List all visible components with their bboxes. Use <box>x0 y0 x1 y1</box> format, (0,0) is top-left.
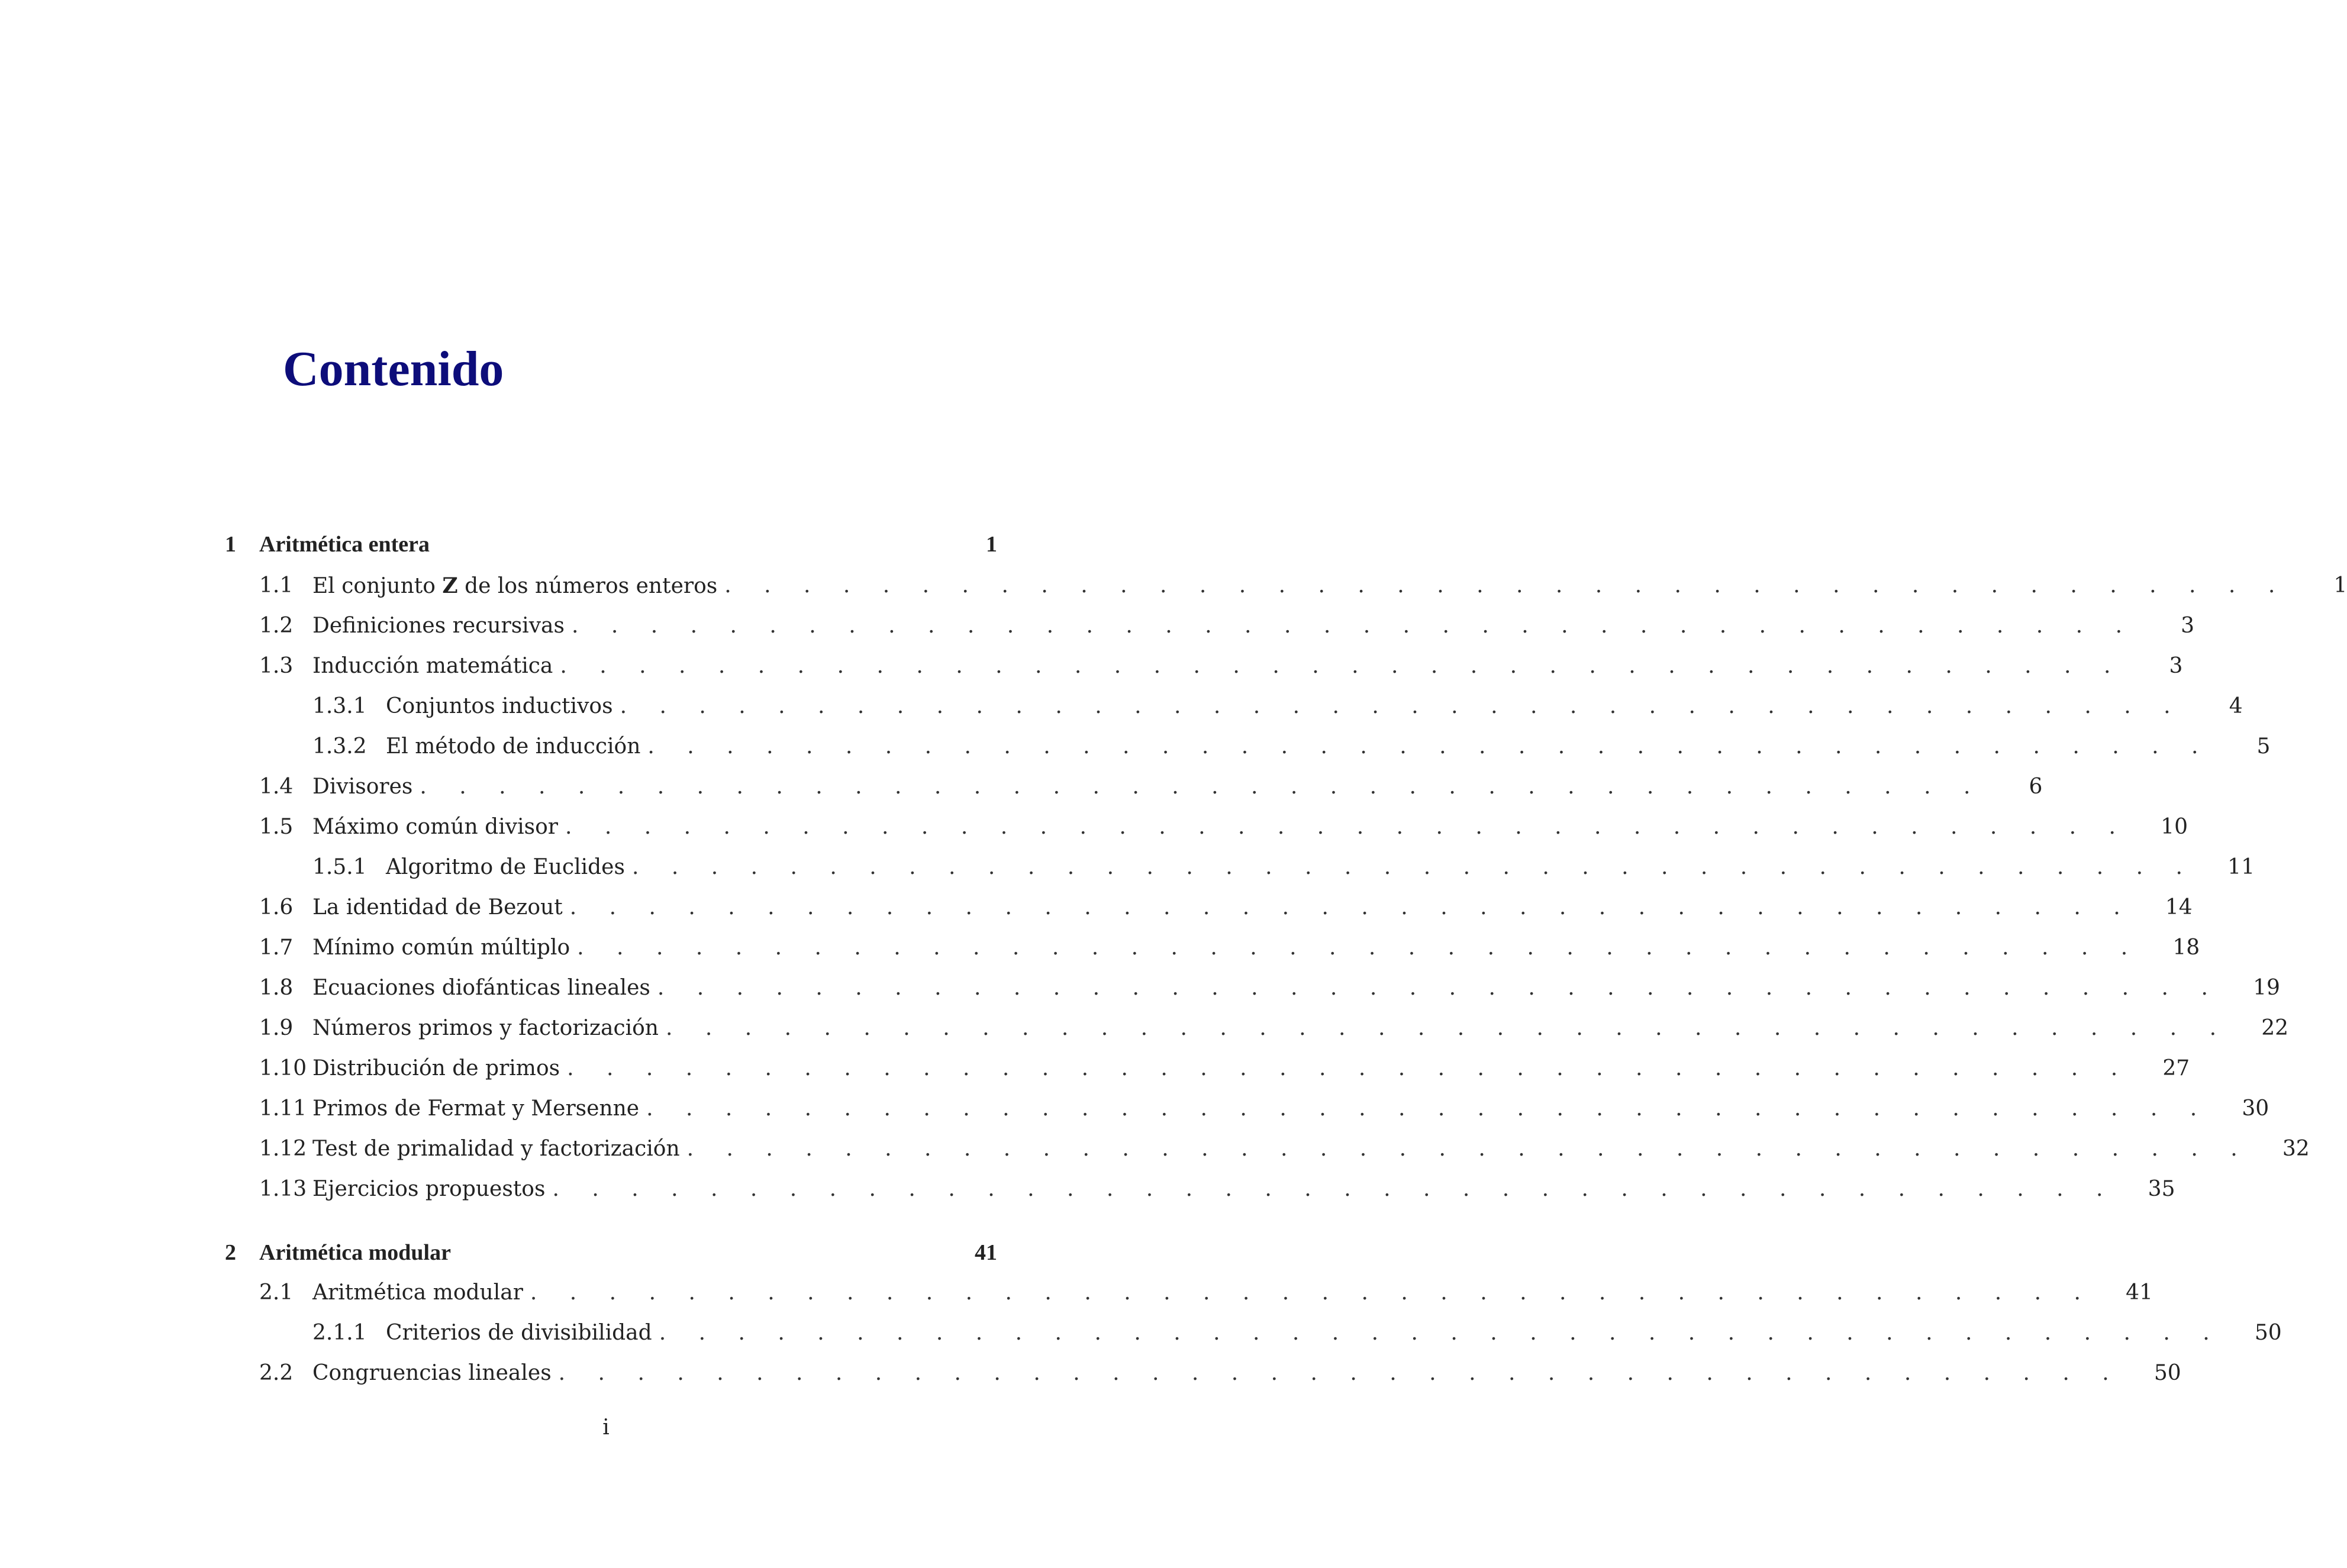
dot-leader: . . . . . . . . . . . . . . . . . . . . . . . . . . . . . . . . . . . . . . . . <box>571 614 2136 638</box>
section-title: Números primos y factorización <box>312 1016 659 1040</box>
section-page: 10 <box>2161 815 2188 839</box>
section-page: 6 <box>2029 775 2043 799</box>
toc-section-1-6[interactable] <box>225 890 2193 925</box>
section-page: 3 <box>2169 654 2183 678</box>
subsection-title: El método de inducción <box>386 734 641 759</box>
section-title: Máximo común divisor <box>312 815 558 839</box>
subsection-number: 1.3.1 <box>312 694 367 718</box>
section-title: Test de primalidad y factorización <box>312 1137 680 1161</box>
toc-section-1-4[interactable] <box>225 769 2043 805</box>
toc-section-1-8[interactable] <box>225 970 2280 1006</box>
chapter-title: Aritmética modular <box>259 1240 451 1265</box>
dot-leader: . . . . . . . . . . . . . . . . . . . . . . . . . . . . . . . . . . . . . . . . <box>665 1016 2230 1040</box>
dot-leader: . . . . . . . . . . . . . . . . . . . . . . . . . . . . . . . . . . . . . . . . <box>686 1137 2251 1161</box>
toc-section-1-7[interactable] <box>225 930 2200 966</box>
dot-leader: . . . . . . . . . . . . . . . . . . . . . . . . . . . . . . . . . . . . . . . . <box>577 935 2141 960</box>
dot-leader: . . . . . . . . . . . . . . . . . . . . . . . . . . . . . . . . . . . . . . . . <box>569 895 2133 919</box>
toc-chapter-2[interactable] <box>225 1235 997 1270</box>
section-page: 30 <box>2242 1096 2269 1121</box>
section-number: 1.4 <box>259 775 294 799</box>
toc-subsection-1-5-1[interactable] <box>225 850 2255 885</box>
toc-section-1-2[interactable] <box>225 608 2195 644</box>
chapter-title: Aritmética entera <box>259 532 430 557</box>
section-number: 1.12 <box>259 1137 307 1161</box>
dot-leader: . . . . . . . . . . . . . . . . . . . . . . . . . . . . . . . . . . . . . . . . <box>552 1177 2116 1201</box>
subsection-number: 2.1.1 <box>312 1321 367 1345</box>
section-title-part: de los números enteros <box>457 573 718 598</box>
footer-page-number: i <box>602 1415 610 1440</box>
section-page: 1 <box>2333 573 2347 598</box>
section-page: 27 <box>2162 1056 2190 1080</box>
section-page: 3 <box>2181 614 2195 638</box>
section-number: 1.13 <box>259 1177 307 1201</box>
subsection-number: 1.5.1 <box>312 855 367 879</box>
section-number: 1.10 <box>259 1056 307 1080</box>
integers-symbol: Z <box>442 573 458 598</box>
section-title: La identidad de Bezout <box>312 895 563 919</box>
subsection-title: Criterios de divisibilidad <box>386 1321 652 1345</box>
dot-leader: . . . . . . . . . . . . . . . . . . . . . . . . . . . . . . . . . . . . . . . . <box>646 1096 2210 1121</box>
dot-leader: . . . . . . . . . . . . . . . . . . . . . . . . . . . . . . . . . . . . . . . . <box>565 815 2129 839</box>
section-number: 1.5 <box>259 815 294 839</box>
toc-section-1-3[interactable] <box>225 649 2183 684</box>
dot-leader: . . . . . . . . . . . . . . . . . . . . . . . . . . . . . . . . . . . . . . . . <box>631 855 2196 879</box>
section-title: Inducción matemática <box>312 654 553 678</box>
toc-section-2-2[interactable] <box>225 1356 2181 1391</box>
subsection-number: 1.3.2 <box>312 734 367 759</box>
dot-leader: . . . . . . . . . . . . . . . . . . . . . . . . . . . . . . . . . . . . . . . . <box>620 694 2184 718</box>
section-page: 41 <box>2126 1280 2153 1305</box>
section-number: 1.6 <box>259 895 294 919</box>
section-number: 1.7 <box>259 935 294 960</box>
section-number: 1.9 <box>259 1016 294 1040</box>
section-title: Aritmética modular <box>312 1280 523 1305</box>
subsection-page: 50 <box>2254 1321 2282 1345</box>
section-title: Divisores <box>312 775 413 799</box>
section-number: 1.3 <box>259 654 294 678</box>
section-title: Ejercicios propuestos <box>312 1177 546 1201</box>
chapter-number: 2 <box>225 1240 236 1265</box>
dot-leader: . . . . . . . . . . . . . . . . . . . . . . . . . . . . . . . . . . . . . . . . <box>420 775 1984 799</box>
section-title <box>312 575 724 597</box>
toc-section-1-13[interactable] <box>225 1172 2175 1207</box>
chapter-page: 1 <box>986 532 997 557</box>
toc-section-1-5[interactable] <box>225 809 2188 845</box>
section-title: Mínimo común múltiplo <box>312 935 570 960</box>
section-page: 22 <box>2261 1016 2289 1040</box>
section-number: 1.11 <box>259 1096 307 1121</box>
dot-leader: . . . . . . . . . . . . . . . . . . . . . . . . . . . . . . . . . . . . . . . . <box>724 573 2288 598</box>
table-of-contents <box>225 0 2347 1568</box>
subsection-page: 5 <box>2256 734 2271 759</box>
subsection-title: Algoritmo de Euclides <box>386 855 625 879</box>
dot-leader: . . . . . . . . . . . . . . . . . . . . . . . . . . . . . . . . . . . . . . . . <box>657 976 2221 1000</box>
section-page: 50 <box>2153 1361 2181 1385</box>
toc-section-1-12[interactable] <box>225 1131 2310 1167</box>
toc-chapter-1[interactable] <box>225 527 997 562</box>
toc-subsection-1-3-2[interactable] <box>225 729 2271 764</box>
dot-leader: . . . . . . . . . . . . . . . . . . . . . . . . . . . . . . . . . . . . . . . . <box>647 734 2211 759</box>
section-title: Primos de Fermat y Mersenne <box>312 1096 640 1121</box>
subsection-page: 11 <box>2227 855 2255 879</box>
toc-section-1-9[interactable] <box>225 1011 2289 1046</box>
section-number: 1.8 <box>259 976 294 1000</box>
section-number: 2.1 <box>259 1280 294 1305</box>
section-page: 35 <box>2148 1177 2175 1201</box>
chapter-page: 41 <box>975 1240 997 1265</box>
section-number: 1.1 <box>259 573 294 598</box>
section-title: Congruencias lineales <box>312 1361 552 1385</box>
toc-subsection-1-3-1[interactable] <box>225 689 2243 724</box>
section-page: 18 <box>2172 935 2200 960</box>
dot-leader: . . . . . . . . . . . . . . . . . . . . . . . . . . . . . . . . . . . . . . . . <box>560 654 2124 678</box>
toc-section-1-11[interactable] <box>225 1091 2269 1127</box>
section-page: 19 <box>2253 976 2280 1000</box>
subsection-title: Conjuntos inductivos <box>386 694 613 718</box>
section-page: 32 <box>2282 1137 2310 1161</box>
dot-leader: . . . . . . . . . . . . . . . . . . . . . . . . . . . . . . . . . . . . . . . . <box>530 1280 2094 1305</box>
toc-section-1-1[interactable] <box>225 568 2347 604</box>
section-title: Definiciones recursivas <box>312 614 565 638</box>
dot-leader: . . . . . . . . . . . . . . . . . . . . . . . . . . . . . . . . . . . . . . . . <box>558 1361 2122 1385</box>
section-title-part: El conjunto <box>312 573 443 598</box>
chapter-number: 1 <box>225 532 236 557</box>
subsection-page: 4 <box>2229 694 2243 718</box>
section-title: Ecuaciones diofánticas lineales <box>312 976 650 1000</box>
toc-section-1-10[interactable] <box>225 1051 2190 1086</box>
section-title: Distribución de primos <box>312 1056 560 1080</box>
section-number: 1.2 <box>259 614 294 638</box>
page-title: Contenido <box>283 341 504 396</box>
dot-leader: . . . . . . . . . . . . . . . . . . . . . . . . . . . . . . . . . . . . . . . . <box>567 1056 2131 1080</box>
dot-leader: . . . . . . . . . . . . . . . . . . . . . . . . . . . . . . . . . . . . . . . . <box>659 1321 2223 1345</box>
toc-subsection-2-1-1[interactable] <box>225 1315 2282 1351</box>
section-page: 14 <box>2165 895 2193 919</box>
toc-section-2-1[interactable] <box>225 1275 2153 1311</box>
section-number: 2.2 <box>259 1361 294 1385</box>
